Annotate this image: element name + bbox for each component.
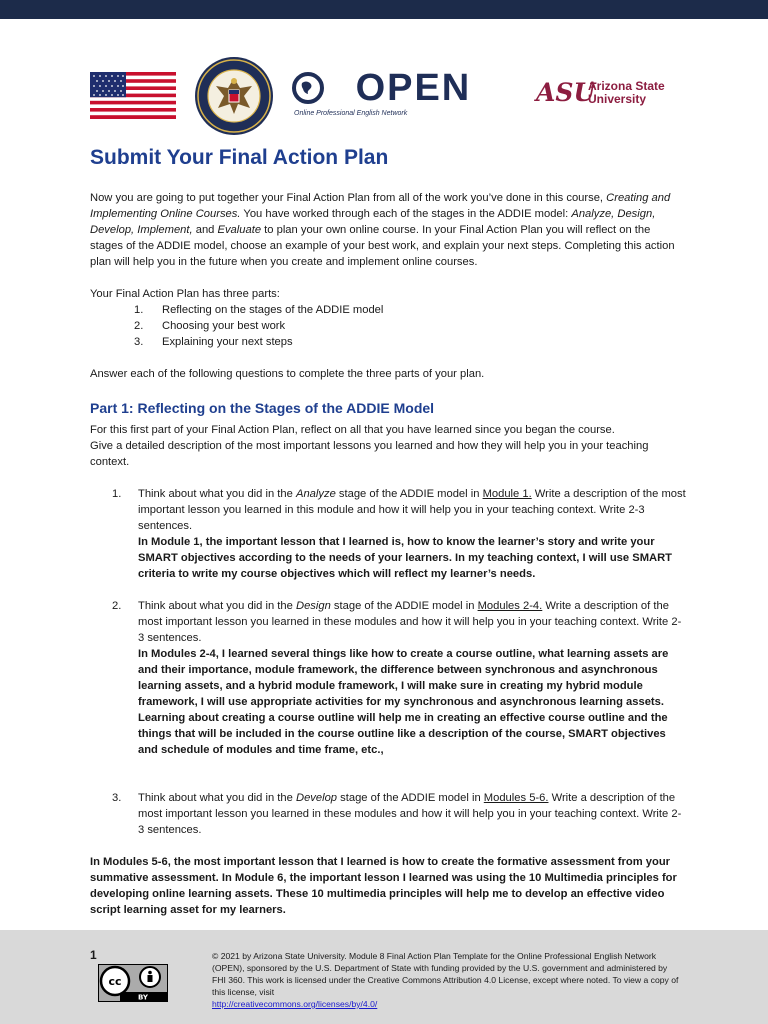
module-reference: Modules 5-6. (483, 792, 549, 804)
question-item: 2. Think about what you did in the Design stage of the ADDIE model in Modules 2-4. Write a description of the most important lesson you learned in these modules and how it will help you in your teaching context. Write 2-3 sentences. In Modules 2-4, I learned several things like how to create a course outline, what learning assets are and their importance, module framework, the difference between synchronous and asynchronous learning assets, and a hybrid module framework, I will make sure in creating my hybrid module framework, I will use appropriate activities for my synchronous and asynchronous learning assets. Learning about creating a course outline will help me in creating an effective course outline and the things that will be included in the course outline like a description of the course, SMART objectives and schedule of modules and time frame, etc., (90, 598, 686, 758)
question-text: Think about what you did in the Develop stage of the ADDIE model in Modules 5-6. Write a description of the most important lesson you learned in these modules and how it will help you in your teaching context. Write 2-3 sentences. (138, 792, 682, 836)
question-item: 1. Think about what you did in the Analyze stage of the ADDIE model in Module 1. Write a description of the most important lesson you learned in this module and how it will help you in your teaching context. Write 2-3 sentences. In Module 1, the important lesson that I learned is, how to know the learner’s story and write your SMART objectives according to the needs of your learners. In my teaching context, I will use SMART criteria to write my course objectives which will reflect my learner’s needs. (112, 488, 686, 580)
list-item: 1. Reflecting on the stages of the ADDIE model (134, 304, 384, 316)
instructions-line: Answer each of the following questions to complete the three parts of your plan. (90, 368, 485, 380)
license-text: © 2021 by Arizona State University. Module 8 Final Action Plan Template for the Online Professional English Network (OPEN), sponsored by the U.S. Department of State with funding provided by the U.S. government and administered by FHI 360. This work is licensed under the Creative Commons Attribution 4.0 License, except where noted. To view a copy of this license, visit http://creativecommons.org/licenses/by/4.0/ (212, 951, 679, 1009)
creative-commons-by-icon (98, 964, 168, 1002)
module-reference: Modules 2-4. (477, 600, 543, 612)
module-reference: Module 1. (482, 488, 532, 500)
list-item: 2. Choosing your best work (134, 320, 286, 332)
question-item: 3. Think about what you did in the Develop stage of the ADDIE model in Modules 5-6. Write a description of the most important lesson you learned in these modules and how it will help you in your teaching context. Write 2-3 sentences. (90, 790, 686, 838)
license-link[interactable]: http://creativecommons.org/licenses/by/4.0/ (212, 999, 378, 1009)
answer-text: In Modules 5-6, the most important lesson that I learned is how to create the formative assessment from your summative assessment. In Module 6, the important lesson I learned was using the 10 Multimedia principles for developing online learning assets. These 10 multimedia principles will help me to develop an effective video script learning asset for my learners. (90, 856, 677, 916)
open-logo (292, 67, 472, 124)
globe-icon (292, 72, 324, 104)
open-wordmark: OPEN (355, 67, 472, 109)
question-text: Think about what you did in the Design stage of the ADDIE model in Modules 2-4. Write a description of the most important lesson you learned in these modules and how it will help you in your teaching context. Write 2-3 sentences. (138, 600, 682, 644)
answer-text: In Module 1, the important lesson that I learned is, how to know the learner’s story and write your SMART objectives according to the needs of your learners. In my teaching context, I will use SMART criteria to write my course objectives which will reflect my learner’s needs. (138, 536, 673, 580)
asu-logo (536, 78, 676, 108)
question-text: Think about what you did in the Analyze stage of the ADDIE model in Module 1. Write a description of the most important lesson you learned in this module and how it will help you in your teaching context. Write 2-3 sentences. (138, 488, 686, 532)
document-body (90, 190, 686, 918)
list-item: 3. Explaining your next steps (134, 336, 293, 348)
page-title: Submit Your Final Action Plan (90, 146, 389, 169)
part1-lead-2: Give a detailed description of the most important lessons you learned and how they will help you in your teaching context. (90, 440, 649, 468)
department-of-state-seal-icon (194, 56, 274, 136)
us-flag-icon (90, 72, 176, 119)
open-tagline: Online Professional English Network (294, 110, 408, 117)
top-color-bar (0, 0, 768, 19)
asu-name: Arizona State University (588, 79, 665, 106)
question-list (90, 486, 686, 838)
page-number: 1 (90, 948, 97, 962)
parts-lead: Your Final Action Plan has three parts: (90, 288, 280, 300)
logo-row (0, 52, 768, 140)
part1-heading: Part 1: Reflecting on the Stages of the ADDIE Model (90, 400, 435, 416)
svg-text:cc: cc (108, 975, 122, 988)
part1-lead: For this first part of your Final Action Plan, reflect on all that you have learned since you began the course. (90, 424, 615, 436)
parts-list (90, 302, 686, 350)
cc-by-label: BY (137, 993, 149, 1002)
asu-mark: ASU (536, 78, 596, 107)
answer-text: In Modules 2-4, I learned several things like how to create a course outline, what learning assets are and their importance, module framework, the difference between synchronous and asynchronous learning assets, and a hybrid module framework, I will make sure in creating my hybrid module framework, I will use appropriate activities for my synchronous and asynchronous learning assets. Learning about creating a course outline will help me in creating an effective course outline and the things that will be included in the course outline like a description of the course, SMART objectives and schedule of modules and time frame, etc., (138, 648, 669, 756)
intro-paragraph: Now you are going to put together your Final Action Plan from all of the work you’ve done in this course, Creating and Implementing Online Courses. You have worked through each of the stages in the ADDIE model: Analyze, Design, Develop, Implement, and Evaluate to plan your own online course. In your Final Action Plan you will reflect on the stages of the ADDIE model, choose an example of your best work, and explain your next steps. Completing this action plan will help you in the future when you create and implement online courses. (90, 192, 675, 268)
footer (0, 930, 768, 1024)
